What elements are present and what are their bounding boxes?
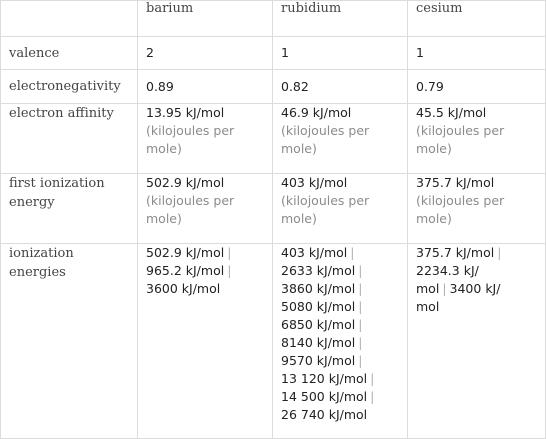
table-row-valence (1, 37, 546, 70)
value-text: 375.7 kJ/mol (416, 175, 495, 190)
separator: | (370, 389, 375, 404)
cell-cesium-ionization-energies (408, 244, 546, 439)
separator: | (497, 245, 502, 260)
unit-note: (kilojoules per mole) (416, 123, 505, 156)
energy-value: 403 kJ/mol (281, 245, 348, 260)
energy-value: 3860 kJ/mol (281, 281, 356, 296)
cell-barium-valence: 2 (138, 37, 273, 70)
separator: | (370, 371, 375, 386)
value-text: 502.9 kJ/mol (146, 175, 225, 190)
column-header-rubidium: rubidium (273, 1, 408, 37)
energy-value: 3600 kJ/mol (146, 281, 221, 296)
separator: | (358, 335, 363, 350)
separator: | (358, 353, 363, 368)
row-label-electronegativity: electronegativity (1, 70, 138, 104)
unit-note: (kilojoules per mole) (416, 193, 505, 226)
cell-cesium-first-ionization-energy (408, 174, 546, 244)
energy-value: 26 740 kJ/mol (281, 407, 368, 422)
label-line: energy (9, 195, 55, 210)
cell-barium-ionization-energies (138, 244, 273, 439)
column-header-cesium: cesium (408, 1, 546, 37)
row-label-ionization-energies (1, 244, 138, 439)
cell-barium-first-ionization-energy (138, 174, 273, 244)
energy-value: 2234.3 kJ/ (416, 263, 479, 278)
energy-value: mol (416, 299, 440, 314)
separator: | (358, 281, 363, 296)
separator: | (358, 317, 363, 332)
cell-rubidium-electronegativity: 0.82 (273, 70, 408, 104)
cell-rubidium-valence: 1 (273, 37, 408, 70)
value-text: 13.95 kJ/mol (146, 105, 225, 120)
value-text: 46.9 kJ/mol (281, 105, 352, 120)
cell-rubidium-electron-affinity (273, 104, 408, 174)
unit-note: (kilojoules per mole) (281, 123, 370, 156)
label-line: energies (9, 265, 66, 280)
separator: | (227, 245, 232, 260)
row-label-valence: valence (1, 37, 138, 70)
cell-cesium-electronegativity: 0.79 (408, 70, 546, 104)
energy-value: 5080 kJ/mol (281, 299, 356, 314)
energy-value: 6850 kJ/mol (281, 317, 356, 332)
unit-note: (kilojoules per mole) (146, 123, 235, 156)
value-text: 403 kJ/mol (281, 175, 348, 190)
energy-value: 2633 kJ/mol (281, 263, 356, 278)
energy-value: 9570 kJ/mol (281, 353, 356, 368)
column-header-barium: barium (138, 1, 273, 37)
row-label-electron-affinity: electron affinity (1, 104, 138, 174)
energy-value: 965.2 kJ/mol (146, 263, 225, 278)
row-label-first-ionization-energy (1, 174, 138, 244)
unit-note: (kilojoules per mole) (146, 193, 235, 226)
separator: | (358, 299, 363, 314)
header-row (1, 1, 546, 37)
table-row-electron-affinity (1, 104, 546, 174)
separator: | (358, 263, 363, 278)
cell-rubidium-ionization-energies (273, 244, 408, 439)
energy-value: mol (416, 281, 440, 296)
cell-barium-electron-affinity (138, 104, 273, 174)
corner-cell (1, 1, 138, 37)
energy-value: 14 500 kJ/mol (281, 389, 368, 404)
energy-value: 8140 kJ/mol (281, 335, 356, 350)
cell-cesium-valence: 1 (408, 37, 546, 70)
separator: | (227, 263, 232, 278)
table-row-electronegativity (1, 70, 546, 104)
cell-barium-electronegativity: 0.89 (138, 70, 273, 104)
label-line: first ionization (9, 176, 105, 191)
separator: | (350, 245, 355, 260)
table-row-first-ionization-energy (1, 174, 546, 244)
label-line: ionization (9, 246, 74, 261)
energy-value: 375.7 kJ/mol (416, 245, 495, 260)
energy-value: 13 120 kJ/mol (281, 371, 368, 386)
energy-value: 3400 kJ/ (449, 281, 501, 296)
separator: | (442, 281, 447, 296)
cell-cesium-electron-affinity (408, 104, 546, 174)
energy-value: 502.9 kJ/mol (146, 245, 225, 260)
value-text: 45.5 kJ/mol (416, 105, 487, 120)
unit-note: (kilojoules per mole) (281, 193, 370, 226)
cell-rubidium-first-ionization-energy (273, 174, 408, 244)
table-row-ionization-energies (1, 244, 546, 439)
